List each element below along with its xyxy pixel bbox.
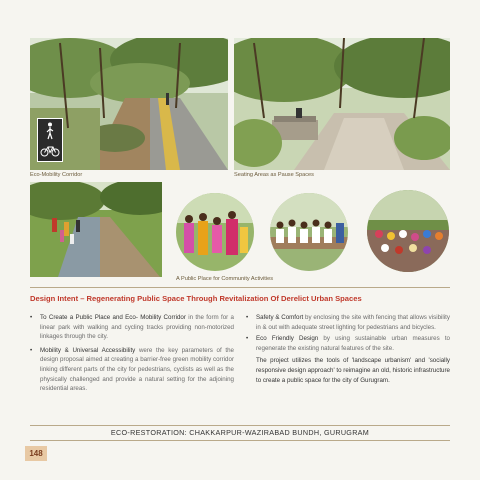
community-caption: A Public Place for Community Activities	[176, 276, 273, 282]
bicycle-icon	[40, 144, 60, 157]
seating-caption: Seating Areas as Pause Spaces	[234, 172, 314, 178]
bullet-item: • To Create a Public Place and Eco- Mobility Corridor in the form for a linear park with walking and cycling tracks providing non-motorized linkages through the city.	[30, 314, 234, 341]
bullet-lead: Safety & Comfort	[256, 314, 304, 321]
bullet-text: by using sustainable urban measures to regenerate the existing natural features of the site.	[256, 335, 450, 352]
corridor-community-photo	[30, 182, 162, 277]
footer-title: ECO-RESTORATION: CHAKKARPUR-WAZIRABAD BUNDH, GURUGRAM	[110, 428, 370, 437]
community-circle-1	[176, 193, 254, 271]
seating-photo	[234, 38, 450, 170]
bullet-lead: To Create a Public Place and Eco- Mobility Corridor	[40, 314, 186, 321]
page-number: 148	[25, 446, 47, 461]
right-column	[246, 313, 450, 385]
bullet-item: • Safety & Comfort by enclosing the site with fencing that allows visibility in & out with adequate street lighting for pedestrians and bicycles.	[246, 314, 450, 331]
eco-mobility-caption: Eco-Mobility Corridor	[30, 172, 83, 178]
bullet-lead: Eco Friendly Design	[256, 335, 319, 343]
bullet-text: in the form for a linear park with walking and cycling tracks providing non-motorized linkages through the city.	[40, 314, 234, 341]
community-circle-3	[367, 190, 449, 272]
pedestrian-icon	[45, 122, 55, 140]
bullet-text: were the key parameters of the design proposal aimed at creating a barrier-free green mobility corridor linking different parts of the city for pedestrians, cyclists as well as the physically challenged and provide a natural setting for the adjoining residential areas.	[40, 346, 234, 393]
divider-bottom	[30, 425, 450, 426]
section-heading: Design Intent – Regenerating Public Space Through Revitalization Of Derelict Urban Spaces	[30, 294, 362, 303]
design-approach-paragraph: The project utilizes the tools of 'landscape urbanism' and 'socially responsive design approach' to reimagine an old, historic infrastructure to create a public space for the city of Gurugram.	[256, 357, 450, 384]
bullet-text: by enclosing the site with fencing that allows visibility in & out with adequate street lighting for pedestrians and bicycles.	[256, 314, 450, 331]
divider-top	[30, 287, 450, 288]
divider-footer	[30, 440, 450, 441]
bullet-item: • Eco Friendly Design by using sustainable urban measures to regenerate the existing natural features of the site.	[246, 335, 450, 352]
community-circle-2	[270, 193, 348, 271]
mobility-sign	[37, 118, 63, 162]
bullet-item: • Mobility & Universal Accessibility were the key parameters of the design proposal aimed at creating a barrier-free green mobility corridor linking different parts of the city for pedestrians, cyclists as well as the physically challenged and provide a natural setting for the adjoining residential areas.	[30, 346, 234, 393]
left-column	[30, 313, 234, 394]
bullet-lead: Mobility & Universal Accessibility	[40, 346, 136, 354]
